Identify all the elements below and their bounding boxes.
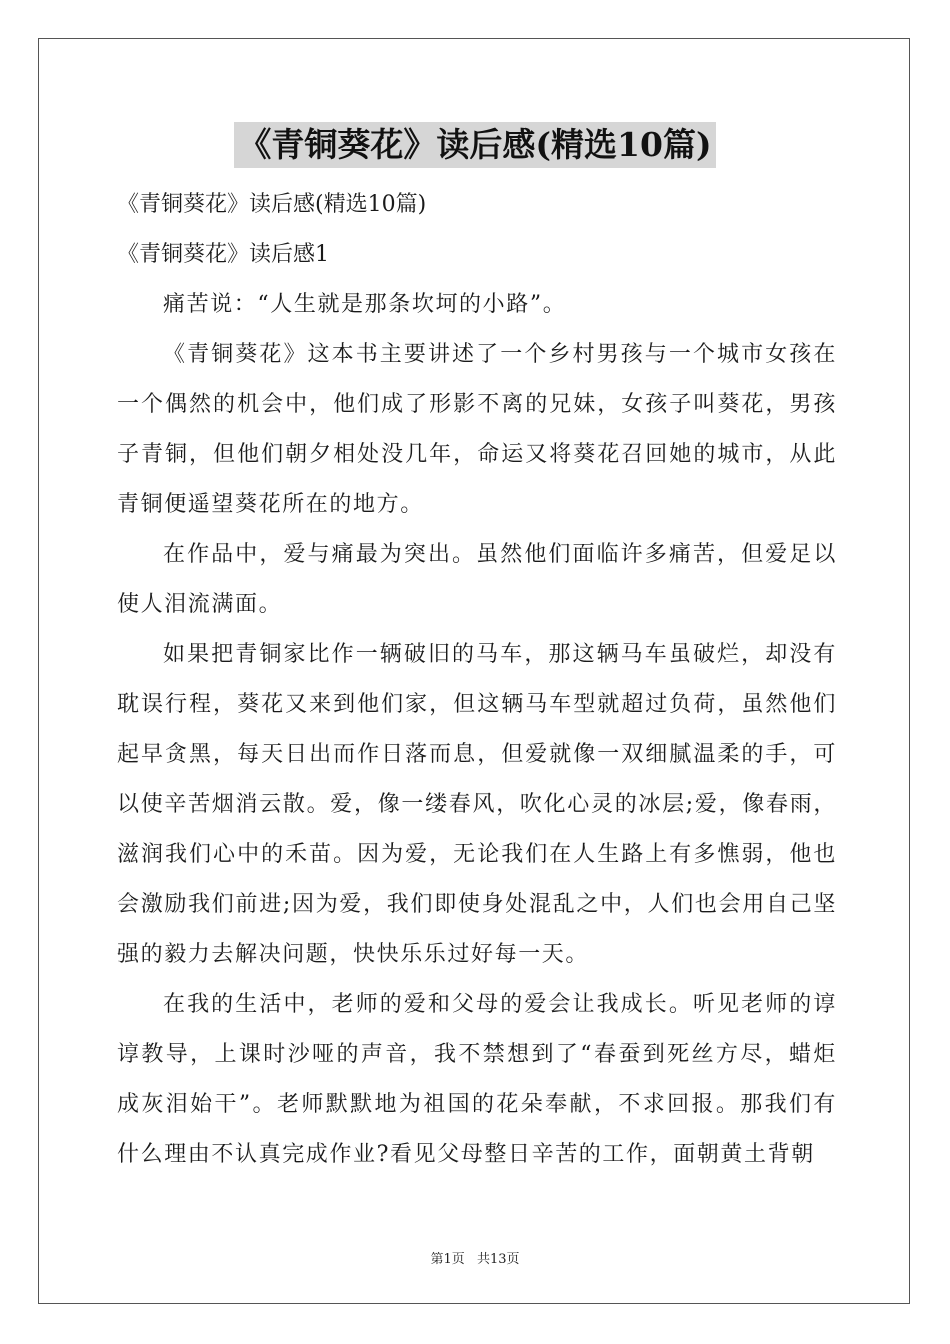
paragraph: 在我的生活中，老师的爱和父母的爱会让我成长。听见老师的谆谆教导，上课时沙哑的声音，我不禁想到了“春蚕到死丝方尽，蜡炬成灰泪始干”。老师默默地为祖国的花朵奉献，不求回报。那我们有什么理由不认真完成作业?看见父母整日辛苦的工作，面朝黄土背朝 <box>117 992 837 1167</box>
paragraph: 如果把青铜家比作一辆破旧的马车，那这辆马车虽破烂，却没有耽误行程，葵花又来到他们家，但这辆马车型就超过负荷，虽然他们起早贪黑，每天日出而作日落而息，但爱就像一双细腻温柔的手，可以使辛苦烟消云散。爱，像一缕春风，吹化心灵的冰层;爱，像春雨，滋润我们心中的禾苗。因为爱，无论我们在人生路上有多憔弱，他也会激励我们前进;因为爱，我们即使身处混乱之中，人们也会用自己坚强的毅力去解决问题，快快乐乐过好每一天。 <box>117 642 837 967</box>
document-subtitle: 《青铜葵花》读后感(精选10篇) <box>117 192 427 217</box>
page-number: 第1页 <box>430 1252 465 1267</box>
paragraph: 痛苦说：“人生就是那条坎坷的小路”。 <box>163 292 567 317</box>
paragraph: 《青铜葵花》这本书主要讲述了一个乡村男孩与一个城市女孩在一个偶然的机会中，他们成了形影不离的兄妹，女孩子叫葵花，男孩子青铜，但他们朝夕相处没几年，命运又将葵花召回她的城市，从此青铜便遥望葵花所在的地方。 <box>117 342 837 517</box>
section-heading: 《青铜葵花》读后感1 <box>117 242 329 267</box>
document-body <box>117 180 837 1180</box>
page-footer <box>0 1248 950 1267</box>
page-total: 共13页 <box>476 1252 520 1267</box>
document-title: 《青铜葵花》读后感(精选10篇) <box>234 122 715 168</box>
paragraph: 在作品中，爱与痛最为突出。虽然他们面临许多痛苦，但爱足以使人泪流满面。 <box>117 542 837 617</box>
title-container <box>0 122 950 168</box>
